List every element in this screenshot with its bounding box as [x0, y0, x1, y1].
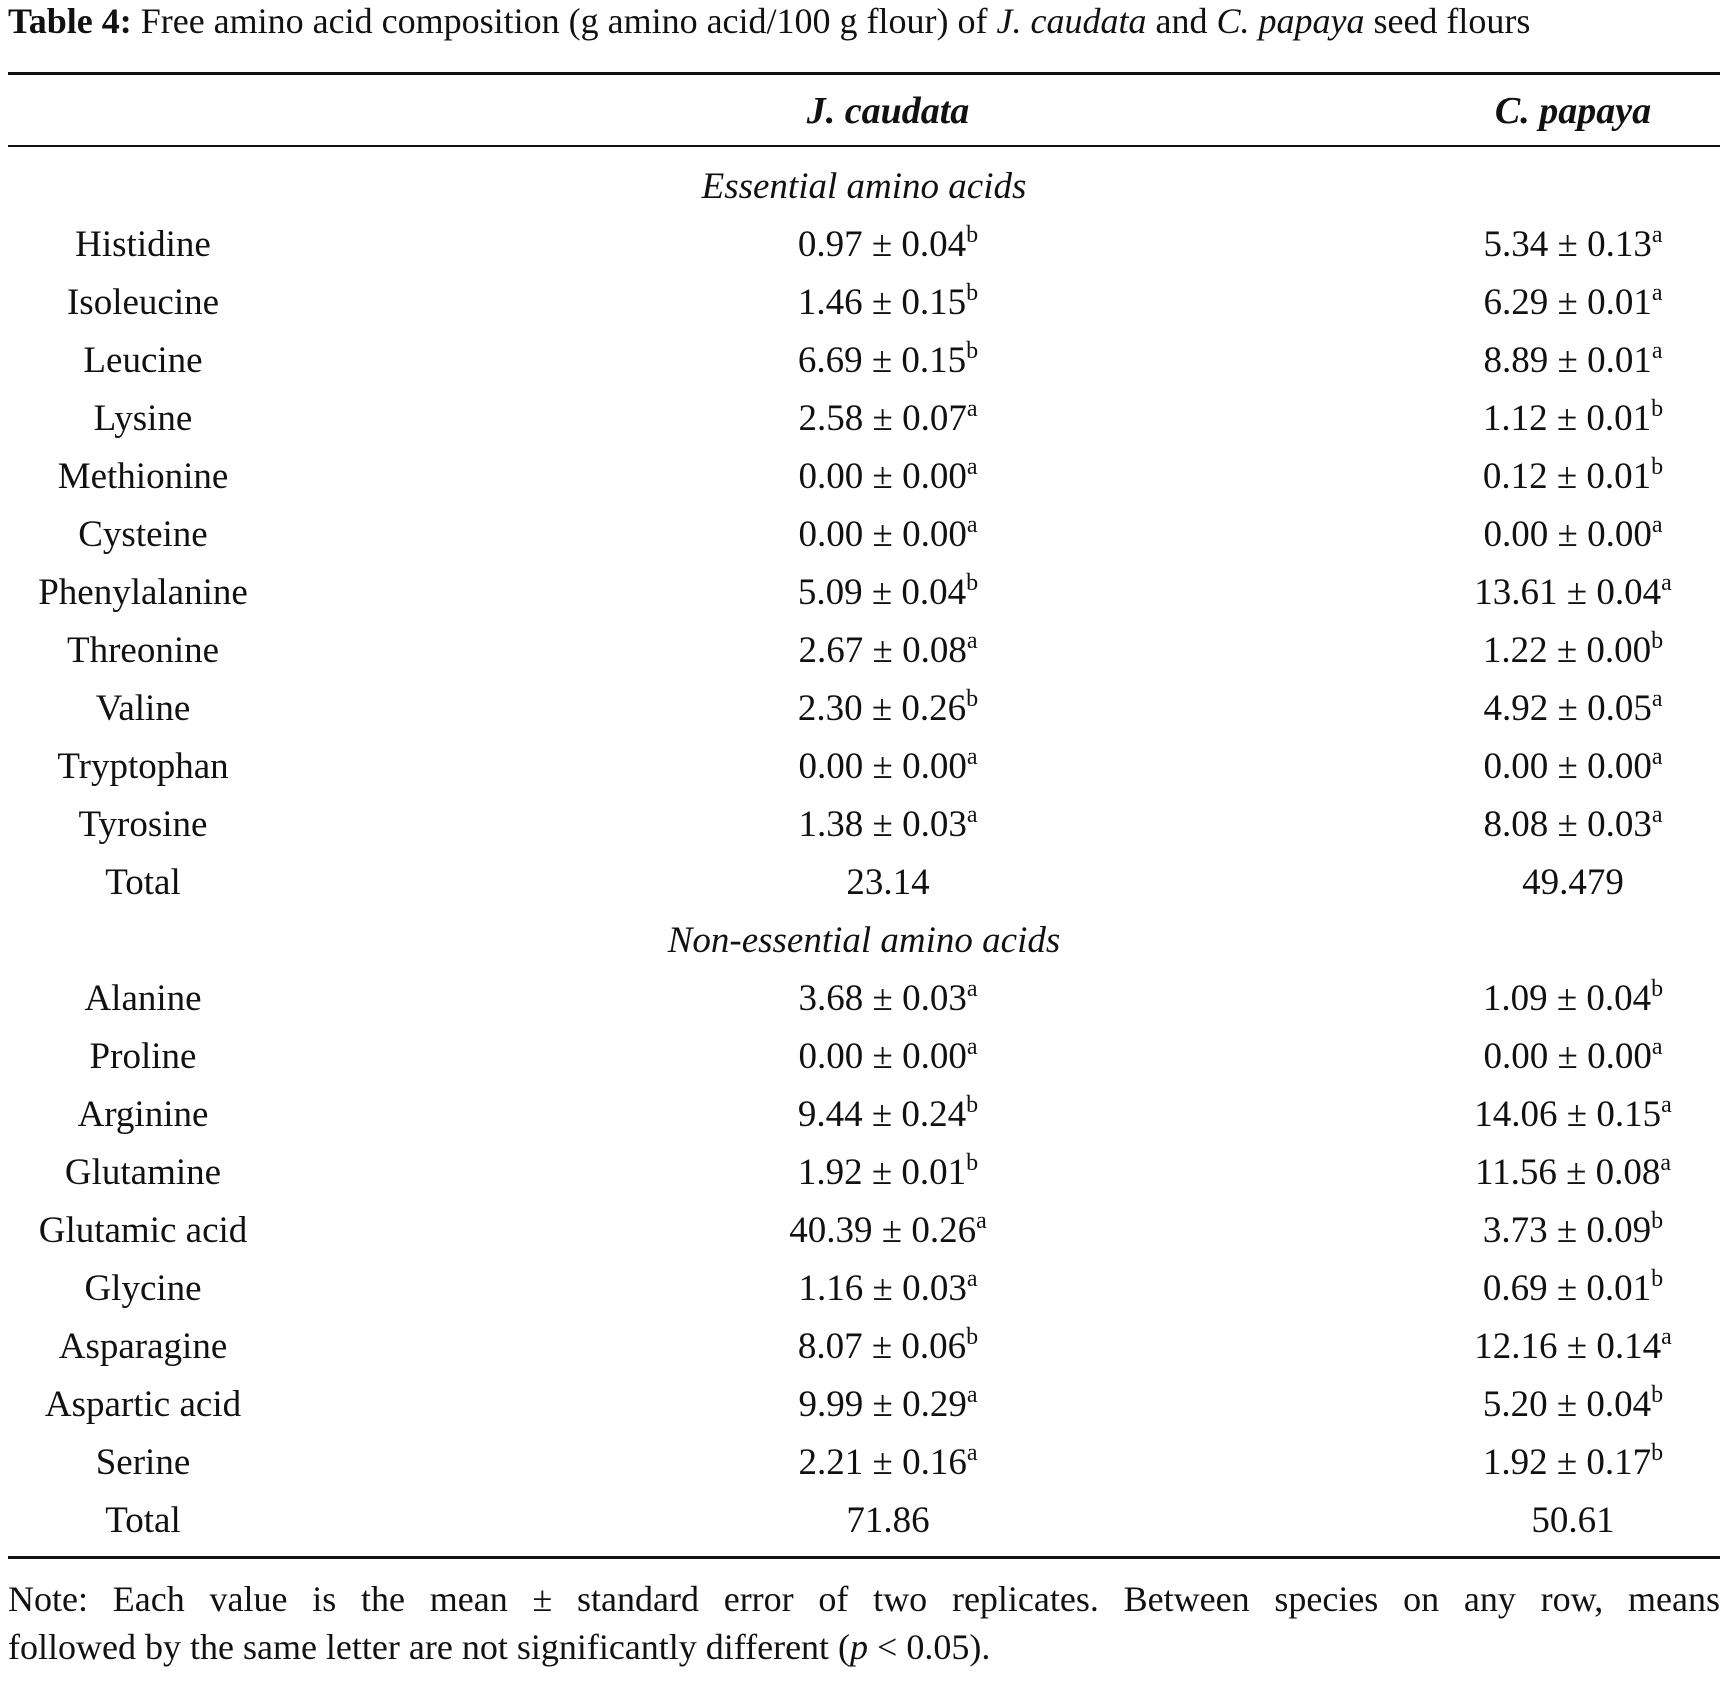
value-c-papaya [1428, 1028, 1718, 1086]
value-text: 11.56 ± 0.08 [1474, 1152, 1661, 1193]
note-line-1: Note: Each value is the mean ± standard error of two replicates. Between species on any row, means [8, 1579, 1720, 1619]
value-text: 1.09 ± 0.04 [1482, 978, 1652, 1019]
value-text: 0.00 ± 0.00 [798, 746, 967, 787]
value-text: 3.68 ± 0.03 [798, 978, 967, 1019]
significance-letter: a [966, 976, 978, 1002]
value-text: 3.73 ± 0.09 [1482, 1210, 1652, 1251]
significance-letter: b [1651, 454, 1664, 480]
value-j-caudata [708, 1492, 1068, 1550]
table-row [8, 1260, 1720, 1318]
table-row [8, 216, 1720, 274]
value-j-caudata [708, 274, 1068, 332]
table-row [8, 1086, 1720, 1144]
value-j-caudata [708, 390, 1068, 448]
table-row [8, 564, 1720, 622]
value-j-caudata [708, 564, 1068, 622]
value-j-caudata [708, 680, 1068, 738]
value-c-papaya [1428, 1086, 1718, 1144]
value-text: 0.69 ± 0.01 [1482, 1268, 1652, 1309]
significance-letter: b [966, 570, 979, 596]
value-text: 0.00 ± 0.00 [1483, 1036, 1652, 1077]
value-text: 0.00 ± 0.00 [798, 1036, 967, 1077]
value-j-caudata [708, 970, 1068, 1028]
caption-text: Free amino acid composition (g amino acid/100 g flour) of [131, 1, 997, 41]
value-text: 50.61 [1531, 1500, 1615, 1541]
value-text: 8.07 ± 0.06 [797, 1326, 967, 1367]
value-j-caudata [708, 796, 1068, 854]
significance-letter: a [1651, 744, 1663, 770]
value-text: 12.16 ± 0.14 [1474, 1326, 1662, 1367]
note-text: followed by the same letter are not significantly different ( [8, 1627, 851, 1667]
amino-acid-name: Asparagine [58, 1326, 228, 1367]
value-j-caudata [708, 1260, 1068, 1318]
significance-letter: b [1651, 1266, 1664, 1292]
table-row [8, 622, 1720, 680]
amino-acid-name: Histidine [75, 224, 211, 265]
table-row [8, 796, 1720, 854]
table-caption [8, 0, 1720, 46]
value-c-papaya [1428, 274, 1718, 332]
value-j-caudata [708, 622, 1068, 680]
significance-letter: a [976, 1208, 987, 1234]
table-row [8, 332, 1720, 390]
amino-acid-name: Glycine [84, 1268, 202, 1309]
value-c-papaya [1428, 622, 1718, 680]
value-text: 0.00 ± 0.00 [798, 514, 967, 555]
value-j-caudata [708, 448, 1068, 506]
significance-letter: b [1651, 1440, 1664, 1466]
amino-acid-name: Methionine [57, 456, 229, 497]
value-text: 0.12 ± 0.01 [1482, 456, 1652, 497]
value-text: 2.21 ± 0.16 [798, 1442, 967, 1483]
value-j-caudata [708, 1028, 1068, 1086]
table-row [8, 1144, 1720, 1202]
significance-letter: a [1651, 222, 1663, 248]
amino-acid-name: Aspartic acid [44, 1384, 242, 1425]
column-header-c-papaya: C. papaya [1494, 90, 1652, 132]
value-c-papaya [1428, 1376, 1718, 1434]
note-line-2 [8, 1623, 1720, 1671]
amino-acid-name: Isoleucine [66, 282, 220, 323]
amino-acid-name: Alanine [84, 978, 202, 1019]
significance-letter: b [1651, 976, 1664, 1002]
value-text: 5.20 ± 0.04 [1482, 1384, 1652, 1425]
significance-letter: b [1651, 1382, 1664, 1408]
value-text: 1.16 ± 0.03 [798, 1268, 967, 1309]
value-text: 0.97 ± 0.04 [797, 224, 967, 265]
value-text: 1.92 ± 0.01 [797, 1152, 967, 1193]
caption-species-b: C. papaya [1216, 1, 1365, 41]
table-row [8, 1492, 1720, 1550]
amino-acid-name: Total [105, 862, 181, 903]
significance-letter: b [966, 222, 979, 248]
table-row [8, 506, 1720, 564]
amino-acid-name: Lysine [93, 398, 193, 439]
value-text: 71.86 [846, 1500, 930, 1541]
significance-letter: b [966, 1092, 979, 1118]
value-j-caudata [708, 1202, 1068, 1260]
value-c-papaya [1428, 680, 1718, 738]
amino-acid-name: Glutamic acid [38, 1210, 248, 1251]
value-text: 2.67 ± 0.08 [798, 630, 967, 671]
value-text: 23.14 [846, 862, 930, 903]
table-row [8, 1028, 1720, 1086]
value-c-papaya [1428, 1318, 1718, 1376]
significance-letter: a [1651, 686, 1663, 712]
significance-letter: b [1651, 396, 1664, 422]
table-row [8, 970, 1720, 1028]
column-header-j-caudata: J. caudata [806, 90, 970, 132]
value-c-papaya [1428, 1202, 1718, 1260]
significance-letter: a [966, 454, 978, 480]
table-row [8, 1318, 1720, 1376]
table-row [8, 738, 1720, 796]
value-c-papaya [1428, 332, 1718, 390]
significance-letter: a [1661, 1324, 1672, 1350]
value-text: 1.92 ± 0.17 [1482, 1442, 1652, 1483]
value-c-papaya [1428, 564, 1718, 622]
caption-label: Table 4: [8, 1, 132, 41]
value-text: 1.12 ± 0.01 [1482, 398, 1652, 439]
value-text: 40.39 ± 0.26 [789, 1210, 977, 1251]
significance-letter: a [966, 396, 978, 422]
significance-letter: b [966, 686, 979, 712]
amino-acid-name: Phenylalanine [38, 572, 248, 613]
value-c-papaya [1428, 448, 1718, 506]
significance-letter: a [1651, 338, 1663, 364]
significance-letter: b [966, 1324, 979, 1350]
significance-letter: a [966, 744, 978, 770]
amino-acid-name: Cysteine [78, 514, 208, 555]
amino-acid-name: Tryptophan [57, 746, 229, 787]
section-header [8, 912, 1720, 970]
value-text: 0.00 ± 0.00 [1483, 746, 1652, 787]
value-j-caudata [708, 1376, 1068, 1434]
table-row [8, 1202, 1720, 1260]
value-text: 8.08 ± 0.03 [1483, 804, 1652, 845]
value-c-papaya [1428, 390, 1718, 448]
significance-letter: a [1651, 280, 1663, 306]
value-text: 1.46 ± 0.15 [797, 282, 967, 323]
amino-acid-name: Threonine [66, 630, 220, 671]
caption-species-a: J. caudata [996, 1, 1147, 41]
value-j-caudata [708, 854, 1068, 912]
significance-letter: a [966, 1266, 978, 1292]
table-row [8, 390, 1720, 448]
amino-acid-name: Proline [89, 1036, 197, 1077]
significance-letter: a [1651, 512, 1663, 538]
amino-acid-name: Arginine [77, 1094, 209, 1135]
section-title: Non-essential amino acids [667, 920, 1061, 961]
value-c-papaya [1428, 854, 1718, 912]
significance-letter: b [966, 338, 979, 364]
value-j-caudata [708, 738, 1068, 796]
value-j-caudata [708, 216, 1068, 274]
significance-letter: a [966, 1382, 978, 1408]
value-c-papaya [1428, 970, 1718, 1028]
amino-acid-name: Tyrosine [78, 804, 208, 845]
value-text: 1.22 ± 0.00 [1482, 630, 1652, 671]
value-text: 2.30 ± 0.26 [797, 688, 967, 729]
value-c-papaya [1428, 1260, 1718, 1318]
table-row [8, 1376, 1720, 1434]
value-j-caudata [708, 1086, 1068, 1144]
table-row [8, 680, 1720, 738]
value-text: 0.00 ± 0.00 [798, 456, 967, 497]
caption-and: and [1146, 1, 1217, 41]
value-text: 1.38 ± 0.03 [798, 804, 967, 845]
significance-letter: a [1651, 802, 1663, 828]
value-j-caudata [708, 1144, 1068, 1202]
value-j-caudata [708, 1318, 1068, 1376]
header-rule [8, 145, 1720, 147]
significance-letter: a [966, 1034, 978, 1060]
significance-letter: b [966, 280, 979, 306]
table-row [8, 448, 1720, 506]
top-rule [8, 72, 1720, 75]
value-j-caudata [708, 506, 1068, 564]
value-c-papaya [1428, 796, 1718, 854]
value-c-papaya [1428, 506, 1718, 564]
caption-tail: seed flours [1364, 1, 1531, 41]
significance-letter: a [1660, 1150, 1672, 1176]
value-text: 6.29 ± 0.01 [1483, 282, 1652, 323]
note-p-symbol: p [850, 1627, 869, 1667]
value-text: 4.92 ± 0.05 [1483, 688, 1652, 729]
table-note [8, 1575, 1720, 1671]
significance-letter: a [1661, 570, 1672, 596]
bottom-rule [8, 1556, 1720, 1559]
value-j-caudata [708, 332, 1068, 390]
table-row [8, 854, 1720, 912]
value-text: 9.44 ± 0.24 [797, 1094, 967, 1135]
value-c-papaya [1428, 1144, 1718, 1202]
table-row [8, 1434, 1720, 1492]
significance-letter: b [1651, 628, 1664, 654]
value-c-papaya [1428, 1492, 1718, 1550]
significance-letter: a [966, 1440, 978, 1466]
table-body [8, 158, 1720, 1550]
significance-letter: a [966, 802, 978, 828]
table-row [8, 274, 1720, 332]
significance-letter: a [966, 512, 978, 538]
amino-acid-name: Valine [95, 688, 191, 729]
significance-letter: a [1661, 1092, 1672, 1118]
significance-letter: a [966, 628, 978, 654]
value-c-papaya [1428, 738, 1718, 796]
value-text: 6.69 ± 0.15 [797, 340, 967, 381]
note-threshold: < 0.05). [868, 1627, 991, 1667]
value-text: 2.58 ± 0.07 [798, 398, 967, 439]
value-c-papaya [1428, 216, 1718, 274]
significance-letter: b [966, 1150, 979, 1176]
value-text: 9.99 ± 0.29 [798, 1384, 967, 1425]
section-title: Essential amino acids [701, 166, 1027, 207]
section-header [8, 158, 1720, 216]
value-text: 0.00 ± 0.00 [1483, 514, 1652, 555]
value-text: 5.09 ± 0.04 [797, 572, 967, 613]
amino-acid-name: Serine [95, 1442, 191, 1483]
value-text: 49.479 [1522, 862, 1624, 903]
amino-acid-name: Glutamine [64, 1152, 222, 1193]
value-j-caudata [708, 1434, 1068, 1492]
value-text: 5.34 ± 0.13 [1483, 224, 1652, 265]
value-text: 14.06 ± 0.15 [1474, 1094, 1662, 1135]
significance-letter: a [1651, 1034, 1663, 1060]
value-text: 13.61 ± 0.04 [1474, 572, 1662, 613]
amino-acid-name: Leucine [83, 340, 203, 381]
amino-acid-name: Total [105, 1500, 181, 1541]
value-c-papaya [1428, 1434, 1718, 1492]
significance-letter: b [1651, 1208, 1664, 1234]
value-text: 8.89 ± 0.01 [1483, 340, 1652, 381]
